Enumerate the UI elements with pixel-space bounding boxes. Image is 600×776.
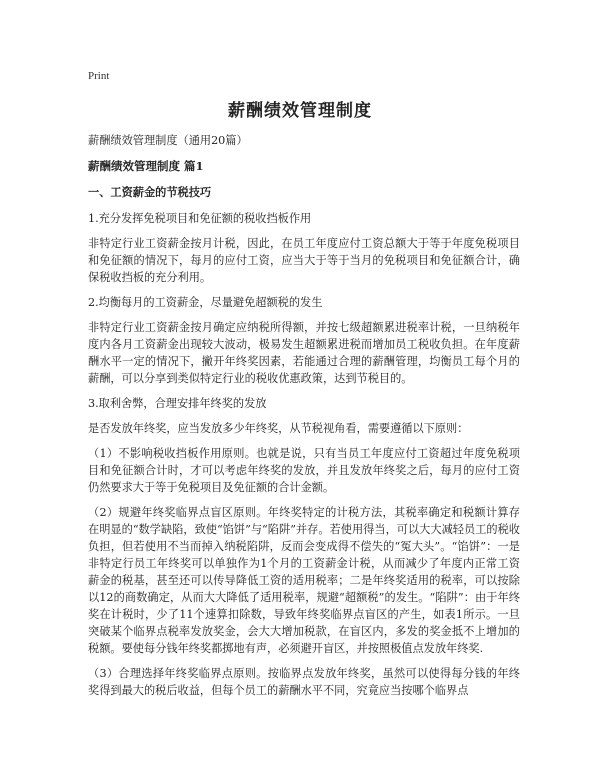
- print-link[interactable]: Print: [88, 70, 110, 82]
- page-title: 薪酬绩效管理制度: [228, 101, 372, 121]
- paragraph-6: （3）合理选择年终奖临界点原则。按临界点发放年终奖，虽然可以使得每分钱的年终奖得到最大的税后收益，但每个员工的薪酬水平不同，究竟应当按哪个临界点: [88, 667, 520, 697]
- paragraph-1: 非特定行业工资薪金按月计税，因此，在员工年度应付工资总额大于等于年度免税项目和免征额的情况下，每月的应付工资，应当大于等于当月的免税项目和免征额合计，确保税收挡板的充分利用。: [88, 237, 520, 284]
- paragraph-4: （1）不影响税收挡板作用原则。也就是说，只有当员工年度应付工资超过年度免税项目和免征额合计时，才可以考虑年终奖的发放，并且发放年终奖之后，每月的应付工资仍然要求大于等于免税项目及免征额的合计金额。: [88, 447, 520, 494]
- paragraph-3: 是否发放年终奖，应当发放多少年终奖，从节税视角看，需要遵循以下原则：: [88, 422, 469, 435]
- paragraph-5: （2）规避年终奖临界点盲区原则。年终奖特定的计税方法，其税率确定和税额计算存在明显的“数学缺陷，致使“馅饼”与“陷阱”并存。若使用得当，可以大大减轻员工的税收负担，但若使用不当而掉入纳税陷阱，反而会变成得不偿失的“冤大头”。“馅饼”：一是非特定行员工年终奖可以单独作为1个月的工资薪金计税，从而减少了年度内正常工资薪金的税基，甚至还可以传导降低工资的适用税率；二是年终奖适用的税率，可以按除以12的商数确定，从而大大降低了适用税率，规避“超额税”的发生。“陷阱”：由于年终奖在计税时，少了11个速算扣除数，导致年终奖临界点盲区的产生，如表1所示。一旦突破某个临界点税率发放奖金，会大大增加税款，在盲区内，多发的奖金抵不上增加的税额。要使每分钱年终奖都掷地有声，必须避开盲区，并按照极值点发放年终奖.: [88, 506, 520, 655]
- item-heading-1: 1.充分发挥免税项目和免征额的税收挡板作用: [88, 212, 312, 225]
- part-heading: 一、工资薪金的节税技巧: [88, 185, 212, 199]
- item-heading-2: 2.均衡每月的工资薪金，尽量避免超额税的发生: [88, 296, 323, 309]
- document-subtitle: 薪酬绩效管理制度（通用20篇）: [88, 134, 248, 147]
- item-heading-3: 3.取利舍弊，合理安排年终奖的发放: [88, 397, 267, 410]
- paragraph-2: 非特定行业工资薪金按月确定应纳税所得额，并按七级超额累进税率计税，一旦纳税年度内各月工资薪金出现较大波动，极易发生超额累进税而增加员工税收负担。在年度薪酬水平一定的情况下，撇开年终奖因素，若能通过合理的薪酬管理，均衡员工每个月的薪酬，可以分享到类似特定行业的税收优惠政策，达到节税目的。: [88, 321, 520, 385]
- document-body: [88, 132, 520, 707]
- section-heading: 薪酬绩效管理制度 篇1: [88, 159, 204, 173]
